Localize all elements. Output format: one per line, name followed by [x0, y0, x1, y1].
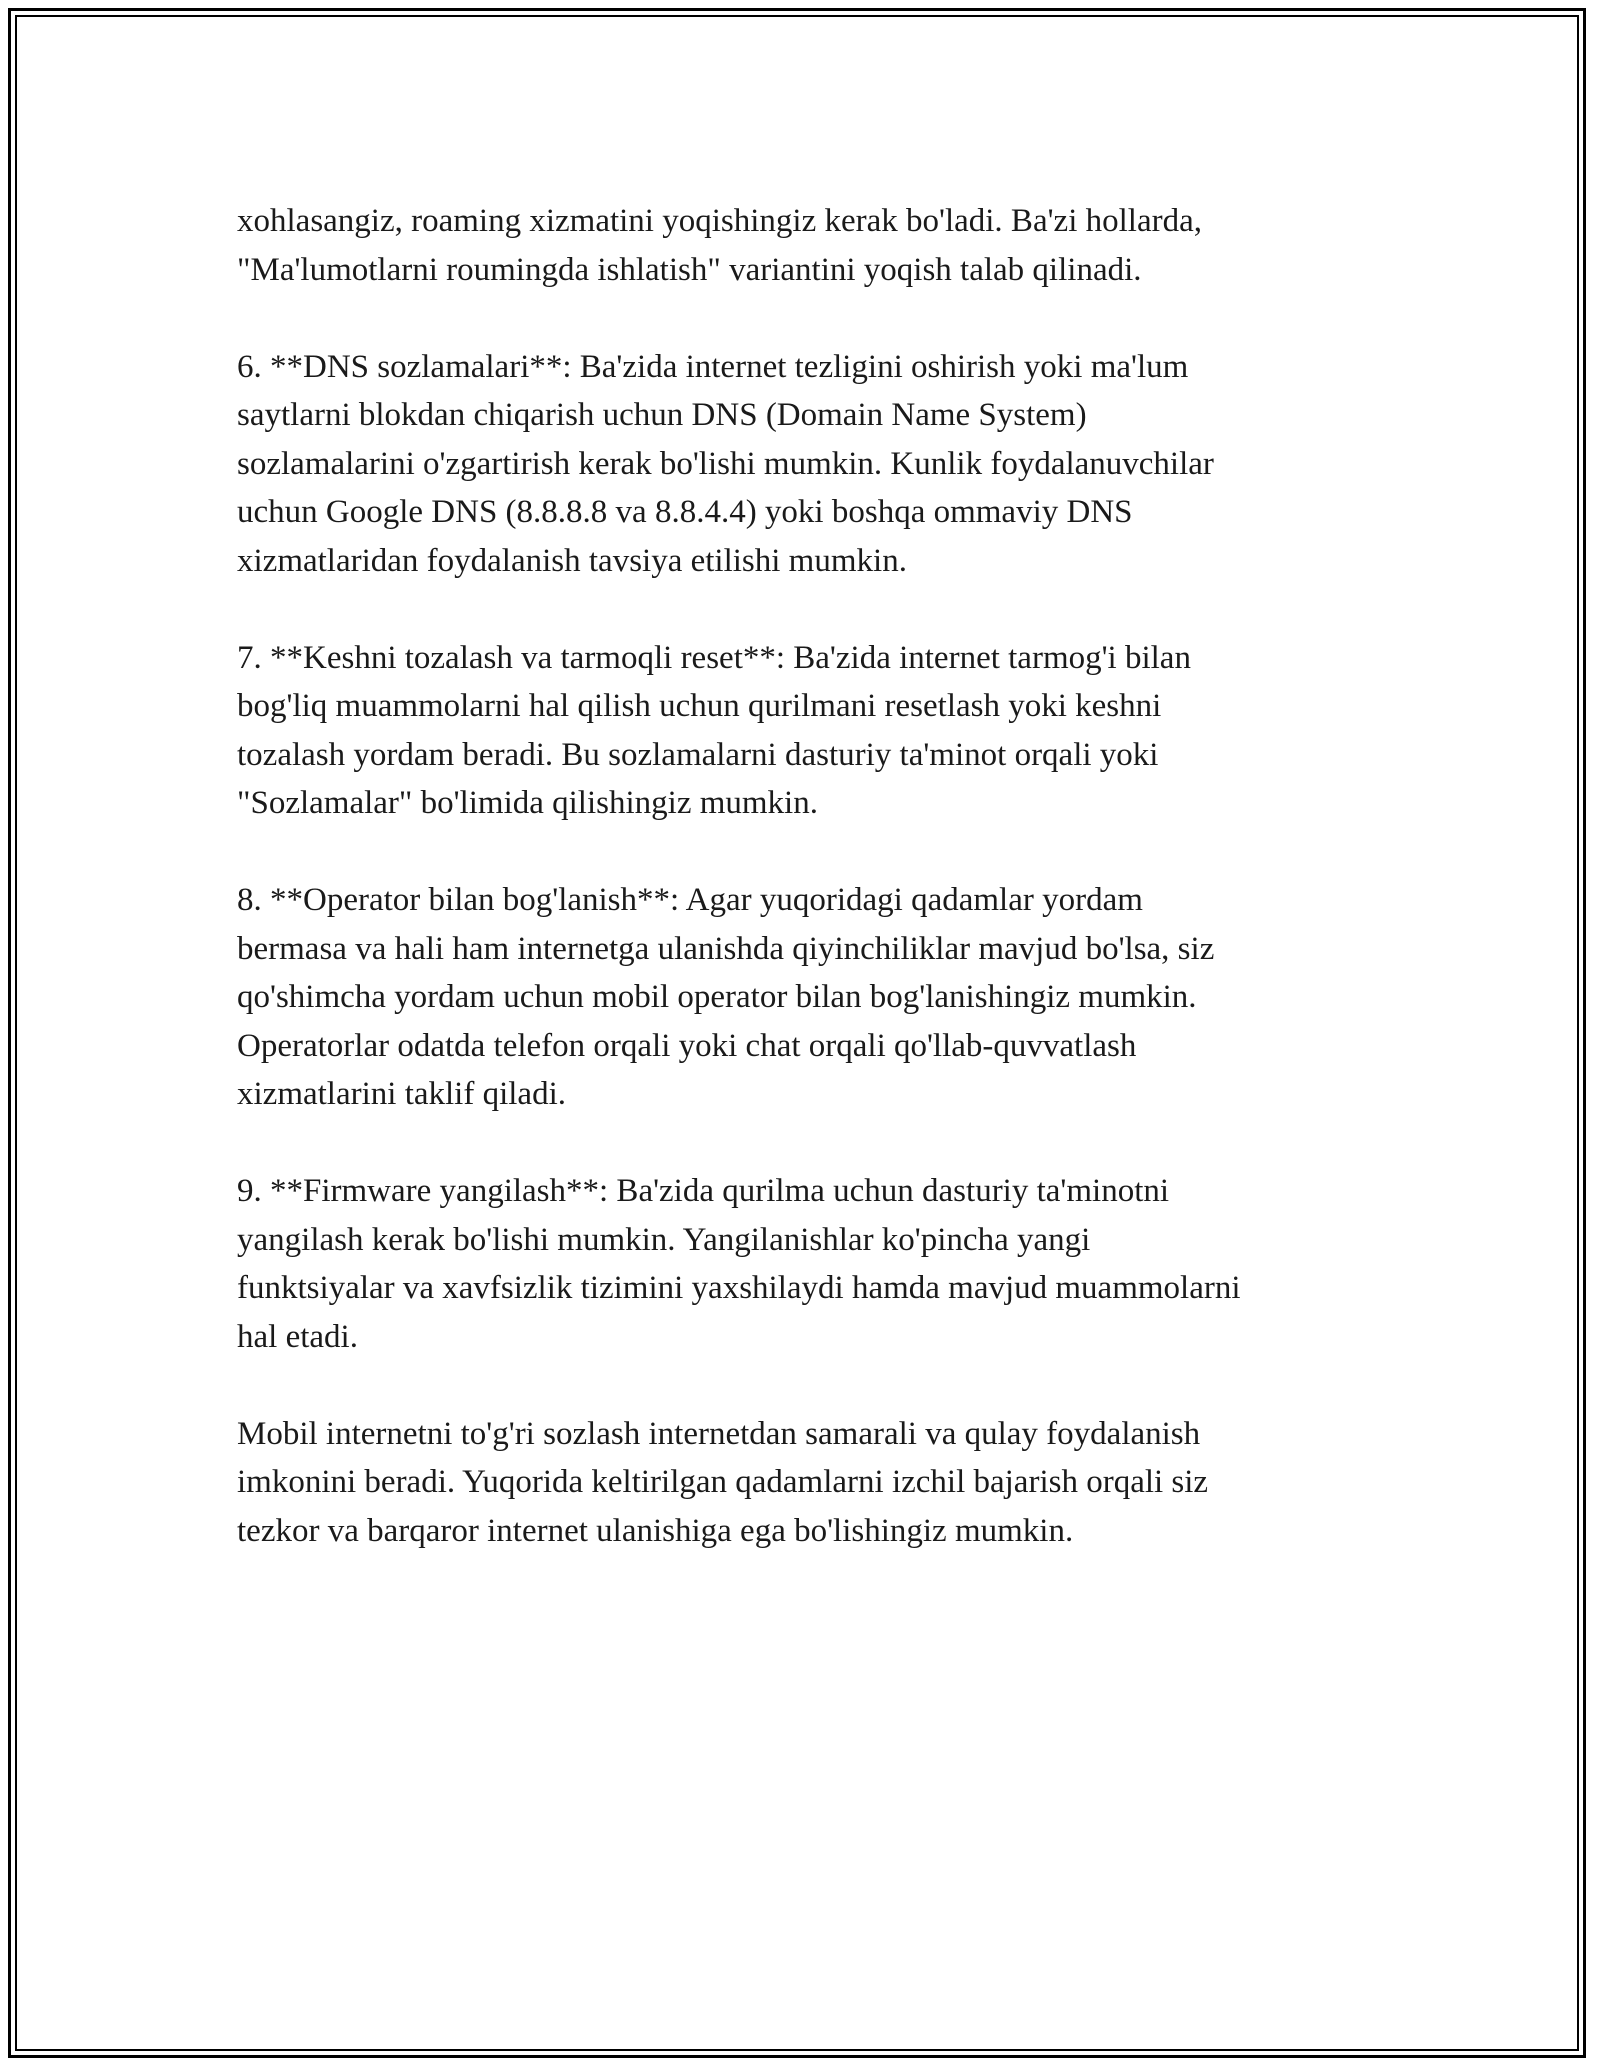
paragraph-firmware-update: 9. **Firmware yangilash**: Ba'zida qurilma uchun dasturiy ta'minotni yangilash kerak bo'lishi mumkin. Yangilanishlar ko'pincha yangi funktsiyalar va xavfsizlik tizimini yaxshilaydi hamda mavjud muammolarni hal etadi. — [237, 1173, 1241, 1355]
document-body — [237, 197, 1377, 1604]
paragraph-operator-contact: 8. **Operator bilan bog'lanish**: Agar yuqoridagi qadamlar yordam bermasa va hali ham internetga ulanishda qiyinchiliklar mavjud bo'lsa, siz qo'shimcha yordam uchun mobil operator bilan bog'lanishingiz mumkin. Operatorlar odatda telefon orqali yoki chat orqali qo'llab-quvvatlash xizmatlarini taklif qiladi. — [237, 882, 1215, 1112]
paragraph-conclusion: Mobil internetni to'g'ri sozlash internetdan samarali va qulay foydalanish imkonini beradi. Yuqorida keltirilgan qadamlarni izchil bajarish orqali siz tezkor va barqaror internet ulanishiga ega bo'lishingiz mumkin. — [237, 1415, 1209, 1549]
paragraph-cache-reset: 7. **Keshni tozalash va tarmoqli reset**: Ba'zida internet tarmog'i bilan bog'liq muammolarni hal qilish uchun qurilmani resetlash yoki keshni tozalash yordam beradi. Bu sozlamalarni dasturiy ta'minot orqali yoki "Sozlamalar" bo'limida qilishingiz mumkin. — [237, 639, 1191, 821]
paragraph-dns-settings: 6. **DNS sozlamalari**: Ba'zida internet tezligini oshirish yoki ma'lum saytlarni blokdan chiqarish uchun DNS (Domain Name System) sozlamalarini o'zgartirish kerak bo'lishi mumkin. Kunlik foydalanuvchilar uchun Google DNS (8.8.8.8 va 8.8.4.4) yoki boshqa ommaviy DNS xizmatlaridan foydalanish tavsiya etilishi mumkin. — [237, 348, 1214, 579]
paragraph-roaming-continuation: xohlasangiz, roaming xizmatini yoqishingiz kerak bo'ladi. Ba'zi hollarda, "Ma'lumotlarni roumingda ishlatish" variantini yoqish talab qilinadi. — [237, 203, 1202, 288]
page-frame — [8, 8, 1586, 2058]
